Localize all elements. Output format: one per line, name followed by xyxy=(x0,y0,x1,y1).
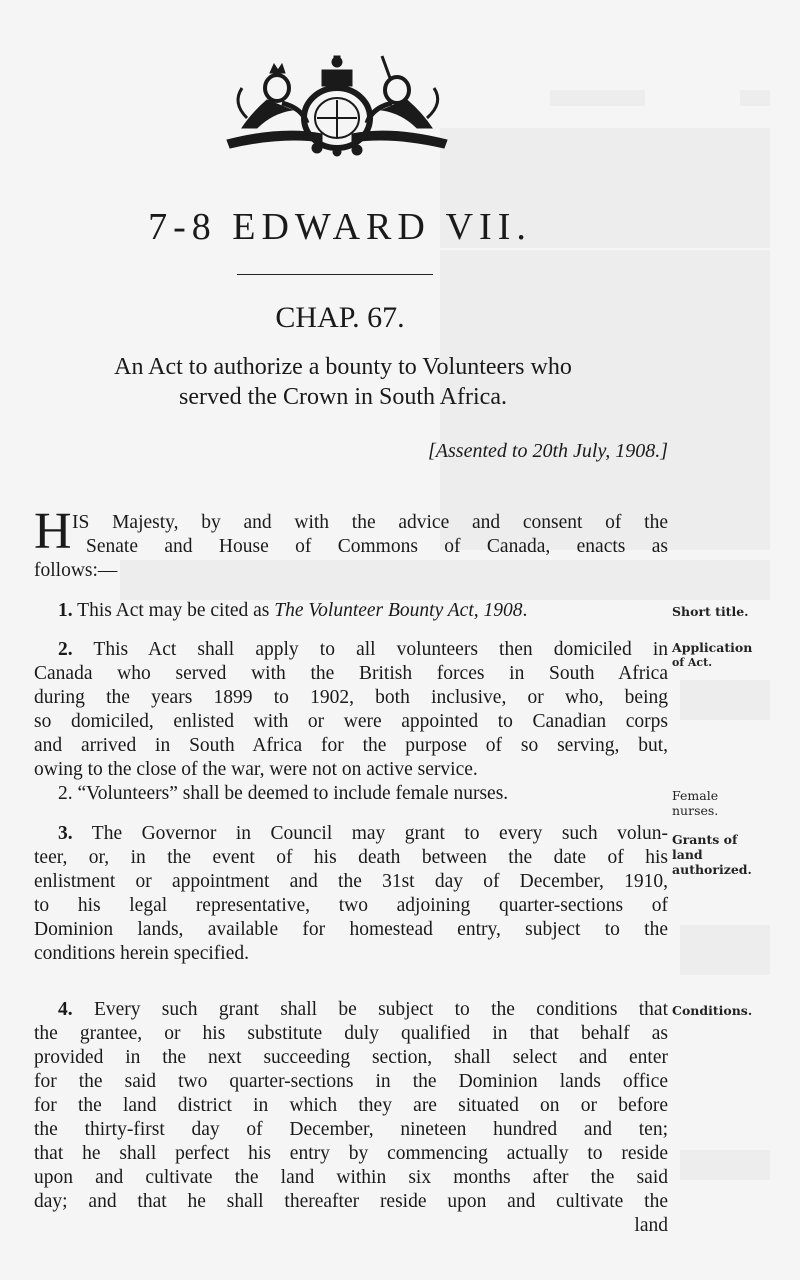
section-4-line: land xyxy=(634,1215,668,1236)
section-text: Every such grant shall be subject to the conditions that xyxy=(93,999,668,1020)
section-2-line: so domiciled, enlisted with or were appointed to Canadian corps xyxy=(34,711,668,732)
section-2-line: and arrived in South Africa for the purpose of so serving, but, xyxy=(34,735,668,756)
royal-crest-icon xyxy=(222,48,452,158)
section-text: This Act shall apply to all volunteers then domiciled in xyxy=(93,639,668,660)
section-4-line: upon and cultivate the land within six months after the said xyxy=(34,1167,668,1188)
margin-note-line: land xyxy=(672,847,703,862)
short-title-citation: The Volunteer Bounty Act, 1908 xyxy=(274,600,523,621)
section-3-line: to his legal representative, two adjoining quarter-sections of xyxy=(34,895,668,916)
section-4-line: that he shall perfect his entry by commencing actually to reside xyxy=(34,1143,668,1164)
section-text: The Governor in Council may grant to every such volun- xyxy=(91,823,668,844)
bleed-through xyxy=(680,680,770,720)
section-3-line: conditions herein specified. xyxy=(34,943,249,964)
long-title-line: An Act to authorize a bounty to Volunteers who xyxy=(114,354,572,380)
section-4-line xyxy=(58,998,668,1022)
section-4-line: for the land district in which they are situated on or before xyxy=(34,1095,668,1116)
assent-date: [Assented to 20th July, 1908.] xyxy=(428,440,668,462)
subsection-number: 2. xyxy=(58,783,73,804)
section-4-line: the thirty-first day of December, nineteen hundred and ten; xyxy=(34,1119,668,1140)
chapter-number: CHAP. 67. xyxy=(275,301,405,334)
section-3-line: Dominion lands, available for homestead entry, subject to the xyxy=(34,919,668,940)
margin-note-conditions xyxy=(672,1003,752,1018)
drop-cap: H xyxy=(34,503,72,560)
section-2-line: Canada who served with the British forces in South Africa xyxy=(34,663,668,684)
section-1 xyxy=(58,599,668,623)
subsection-2 xyxy=(58,782,668,806)
section-text: This Act may be cited as xyxy=(77,600,275,621)
bleed-through xyxy=(680,1150,770,1180)
margin-note-line: Application xyxy=(672,640,753,655)
section-number: 1. xyxy=(58,600,73,621)
section-3-line: teer, or, in the event of his death between the date of his xyxy=(34,847,668,868)
preamble-line: Senate and House of Commons of Canada, enacts as xyxy=(86,536,668,557)
margin-note-line: authorized. xyxy=(672,862,752,877)
margin-note-grants xyxy=(672,832,752,877)
bleed-through xyxy=(680,925,770,975)
margin-note-line: Female xyxy=(672,788,719,803)
section-2-line: owing to the close of the war, were not on active service. xyxy=(34,759,478,780)
margin-note-line: nurses. xyxy=(672,803,719,818)
section-4-line: provided in the next succeeding section, shall select and enter xyxy=(34,1047,668,1068)
section-4-line: for the said two quarter-sections in the Dominion lands office xyxy=(34,1071,668,1092)
margin-note-application xyxy=(672,640,752,670)
section-3-line: enlistment or appointment and the 31st day of December, 1910, xyxy=(34,871,668,892)
section-2-line xyxy=(58,638,668,662)
section-text: “Volunteers” shall be deemed to include female nurses. xyxy=(77,783,509,804)
long-title xyxy=(58,352,628,412)
preamble-line: follows:— xyxy=(34,560,118,581)
bleed-through xyxy=(550,90,645,106)
section-2-line: during the years 1899 to 1902, both inclusive, or who, being xyxy=(34,687,668,708)
margin-note-line: Conditions. xyxy=(672,1003,753,1018)
section-text: . xyxy=(522,600,528,621)
section-4-line: the grantee, or his substitute duly qualified in that behalf as xyxy=(34,1023,668,1044)
section-number: 3. xyxy=(58,823,73,844)
margin-note-female-nurses xyxy=(672,788,718,818)
section-4-line: day; and that he shall thereafter reside upon and cultivate the xyxy=(34,1191,668,1212)
long-title-line: served the Crown in South Africa. xyxy=(179,384,507,410)
margin-note-line: Short title. xyxy=(672,604,749,619)
margin-note-short-title xyxy=(672,604,749,619)
section-number: 4. xyxy=(58,999,73,1020)
preamble-line: IS Majesty, by and with the advice and consent of the xyxy=(72,512,668,533)
bleed-through xyxy=(740,90,770,106)
regnal-year: 7-8 EDWARD VII. xyxy=(148,206,532,248)
margin-note-line: of Act. xyxy=(672,656,713,669)
margin-note-line: Grants of xyxy=(672,832,738,847)
section-3-line xyxy=(58,822,668,846)
section-number: 2. xyxy=(58,639,73,660)
heading-rule xyxy=(237,274,433,275)
